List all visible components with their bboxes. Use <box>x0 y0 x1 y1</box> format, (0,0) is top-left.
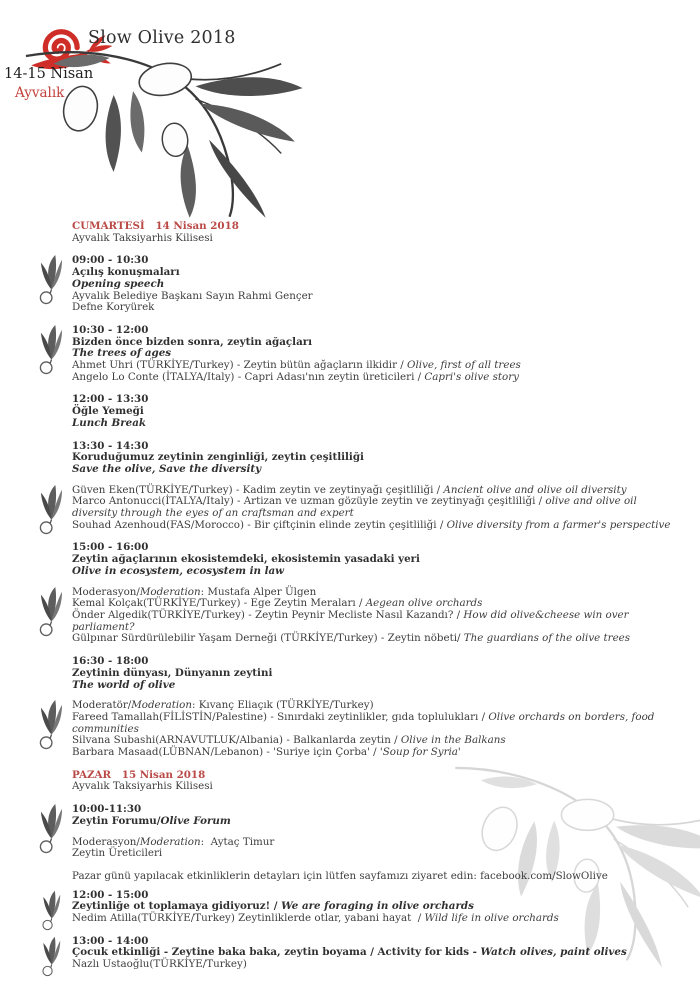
speaker-line <box>72 496 672 519</box>
text-run: Zeytinin dünyası, Dünyanın zeytini <box>72 666 273 679</box>
session-title-line <box>72 418 672 430</box>
session-block <box>72 804 672 860</box>
session-block <box>72 656 672 759</box>
olive-sprig-icon <box>38 483 63 535</box>
text-run: How did olive&cheese win over parliament? <box>72 608 632 633</box>
text-run: Lunch Break <box>72 416 147 429</box>
text-run: Ancient olive and olive oil diversity <box>443 483 627 496</box>
text-run: Save the olive, Save the diversity <box>72 462 262 475</box>
session-speakers-group <box>72 485 672 532</box>
text-run: Souhad Azenhoud(FAS/Morocco) - Bir çiftçinin elinde zeytin çeşitliliği / <box>72 518 447 531</box>
text-run: Moderation <box>139 585 201 598</box>
event-title: Slow Olive 2018 <box>88 28 236 48</box>
session-title-group <box>72 255 672 290</box>
info-note <box>72 871 672 883</box>
text-run: Zeytinliğe ot toplamaya gidiyoruz! / <box>72 900 282 913</box>
text-run: Silvana Subashi(ARNAVUTLUK/Albania) - Balkanlarda zeytin / <box>72 734 401 747</box>
text-run: Nazlı Ustaoğlu(TÜRKİYE/Turkey) <box>72 958 247 971</box>
text-run: 'Soup for Syria' <box>379 746 461 759</box>
text-run: Olive Forum <box>160 814 231 827</box>
text-run: : Kıvanç Eliaçık (TÜRKİYE/Turkey) <box>191 699 374 712</box>
session-block <box>72 441 672 532</box>
text-run: Moderation <box>131 699 192 712</box>
speaker-line <box>72 959 672 971</box>
text-run: Aegean olive orchards <box>365 597 483 610</box>
session-title-group <box>72 936 672 959</box>
text-run: Moderasyon/ <box>72 585 140 598</box>
olive-sprig-icon <box>38 585 63 637</box>
session-title-group <box>72 804 672 827</box>
session-time: 12:00 - 13:30 <box>72 393 149 406</box>
speaker-line <box>72 291 672 303</box>
session-speakers-group <box>72 291 672 314</box>
day-header-block <box>72 770 672 793</box>
session-title-line <box>72 680 672 692</box>
session-title-group <box>72 890 672 913</box>
session-title-line <box>72 816 672 828</box>
text-run: Opening speech <box>72 277 165 290</box>
text-run: Öğle Yemeği <box>72 405 144 418</box>
event-location: Ayvalık <box>15 85 65 101</box>
text-run: Marco Antonucci(İTALYA/Italy) - Artizan ve uzman gözüyle zeytin ve zeytinyağı çeşitliliği / <box>72 495 546 508</box>
text-run: Moderatör/ <box>72 699 132 712</box>
text-run: Zeytin ağaçlarının ekosistemdeki, ekosistemin yasadaki yeri <box>72 553 420 566</box>
session-speakers-group <box>72 700 672 759</box>
session-time: 12:00 - 15:00 <box>72 888 149 901</box>
text-run: Watch olives, paint olives <box>480 946 627 959</box>
olive-sprig-icon <box>38 253 63 305</box>
session-time: 15:00 - 16:00 <box>72 541 149 554</box>
session-time: 10:00-11:30 <box>72 803 142 816</box>
speaker-line <box>72 913 672 925</box>
day-label: CUMARTESİ 14 Nisan 2018 <box>72 220 239 232</box>
day-header-block <box>72 221 672 244</box>
olive-sprig-icon <box>38 802 63 854</box>
text-run: Bizden önce bizden sonra, zeytin ağaçları <box>72 335 313 348</box>
session-time: 13:00 - 14:00 <box>72 934 149 947</box>
speaker-line <box>72 633 672 645</box>
text-run: Önder Algedik(TÜRKİYE/Turkey) - Zeytin Peynir Mecliste Nasıl Kazandı? / <box>72 608 464 621</box>
text-run: Moderation <box>139 835 201 848</box>
text-run: Nedim Atilla(TÜRKİYE/Turkey) Zeytinliklerde otlar, yabani hayat / <box>72 912 425 925</box>
session-block <box>72 255 672 314</box>
session-title-group <box>72 325 672 360</box>
session-time: 16:30 - 18:00 <box>72 655 149 668</box>
text-run: Moderasyon/ <box>72 835 140 848</box>
session-block <box>72 394 672 429</box>
session-title-line <box>72 566 672 578</box>
session-speakers-group <box>72 837 672 860</box>
text-run: Açılış konuşmaları <box>72 266 180 279</box>
text-run: The trees of ages <box>72 347 172 360</box>
speaker-line <box>72 302 672 314</box>
text-run: Zeytin Üreticileri <box>72 847 163 860</box>
text-run: Capri's olive story <box>424 370 519 383</box>
olive-sprig-icon <box>38 698 63 750</box>
text-run: Olive diversity from a farmer's perspective <box>446 518 671 531</box>
speaker-line <box>72 520 672 532</box>
text-run: Ahmet Uhri (TÜRKİYE/Turkey) - Zeytin bütün ağaçların ilkidir / <box>72 359 408 372</box>
text-run: Olive in ecosystem, ecosystem in law <box>72 564 285 577</box>
text-run: Zeytin Forumu/ <box>72 814 161 827</box>
venue-label: Ayvalık Taksiyarhis Kilisesi <box>72 780 213 793</box>
speaker-line <box>72 848 672 860</box>
session-title-line <box>72 464 672 476</box>
text-run: The world of olive <box>72 678 176 691</box>
speaker-line <box>72 712 672 735</box>
text-run: olive and olive oil diversity through the eyes of an craftsman and expert <box>72 495 641 520</box>
olive-sprig-icon <box>38 323 63 375</box>
session-time: 09:00 - 10:30 <box>72 254 149 267</box>
text-run: Koruduğumuz zeytinin zenginliği, zeytin çeşitliliği <box>72 451 364 464</box>
session-title-group <box>72 441 672 476</box>
speaker-line <box>72 372 672 384</box>
session-speakers-group <box>72 959 672 971</box>
session-time: 10:30 - 12:00 <box>72 323 149 336</box>
text-run: Güven Eken(TÜRKİYE/Turkey) - Kadim zeytin ve zeytinyağı çeşitliliği / <box>72 483 444 496</box>
session-title-line <box>72 406 672 418</box>
venue-label: Ayvalık Taksiyarhis Kilisesi <box>72 231 213 244</box>
text-run: Defne Koryürek <box>72 301 155 314</box>
text-run: We are foraging in olive orchards <box>281 900 474 913</box>
session-speakers-group <box>72 587 672 646</box>
session-title-group <box>72 542 672 577</box>
session-speakers-group <box>72 913 672 925</box>
session-block <box>72 936 672 971</box>
text-run: Gülpınar Sürdürülebilir Yaşam Derneği (TÜRKİYE/Turkey) - Zeytin nöbeti/ <box>72 632 464 645</box>
text-run: Ayvalık Belediye Başkanı Sayın Rahmi Gençer <box>72 289 313 302</box>
text-run: Olive, first of all trees <box>407 359 521 372</box>
note-line: Pazar günü yapılacak etkinliklerin detayları için lütfen sayfamızı ziyaret edin: facebook.com/SlowOlive <box>72 869 608 882</box>
olive-sprig-icon <box>41 889 61 931</box>
text-run: Angelo Lo Conte (İTALYA/Italy) - Capri Adası'nın zeytin üreticileri / <box>72 370 425 383</box>
text-run: : Mustafa Alper Ülgen <box>200 585 317 598</box>
session-title-group <box>72 656 672 691</box>
olive-branch-illustration <box>24 44 326 220</box>
olive-sprig-icon <box>41 935 61 977</box>
speaker-line <box>72 610 672 633</box>
session-block <box>72 890 672 925</box>
day-label: PAZAR 15 Nisan 2018 <box>72 768 206 781</box>
speaker-line <box>72 747 672 759</box>
text-run: The guardians of the olive trees <box>463 632 631 645</box>
session-time: 13:30 - 14:30 <box>72 439 149 452</box>
text-run: Olive orchards on borders, food communities <box>72 710 658 735</box>
text-run: Wild life in olive orchards <box>424 912 559 925</box>
session-block <box>72 542 672 645</box>
text-run: Fareed Tamallah(FİLİSTİN/Palestine) - Sınırdaki zeytinlikler, gıda toplulukları / <box>72 710 489 723</box>
text-run: : Aytaç Timur <box>200 835 275 848</box>
session-block <box>72 325 672 384</box>
schedule <box>72 221 672 982</box>
text-run: Olive in the Balkans <box>400 734 506 747</box>
session-title-group <box>72 394 672 429</box>
text-run: Kemal Kolçak(TÜRKİYE/Turkey) - Ege Zeytin Meraları / <box>72 597 366 610</box>
session-speakers-group <box>72 360 672 383</box>
event-date-range: 14-15 Nisan <box>4 66 94 82</box>
text-run: Çocuk etkinliği - Zeytine baka baka, zeytin boyama / Activity for kids - <box>72 946 481 959</box>
text-run: Barbara Masaad(LÜBNAN/Lebanon) - 'Suriye için Çorba' / <box>72 746 380 759</box>
